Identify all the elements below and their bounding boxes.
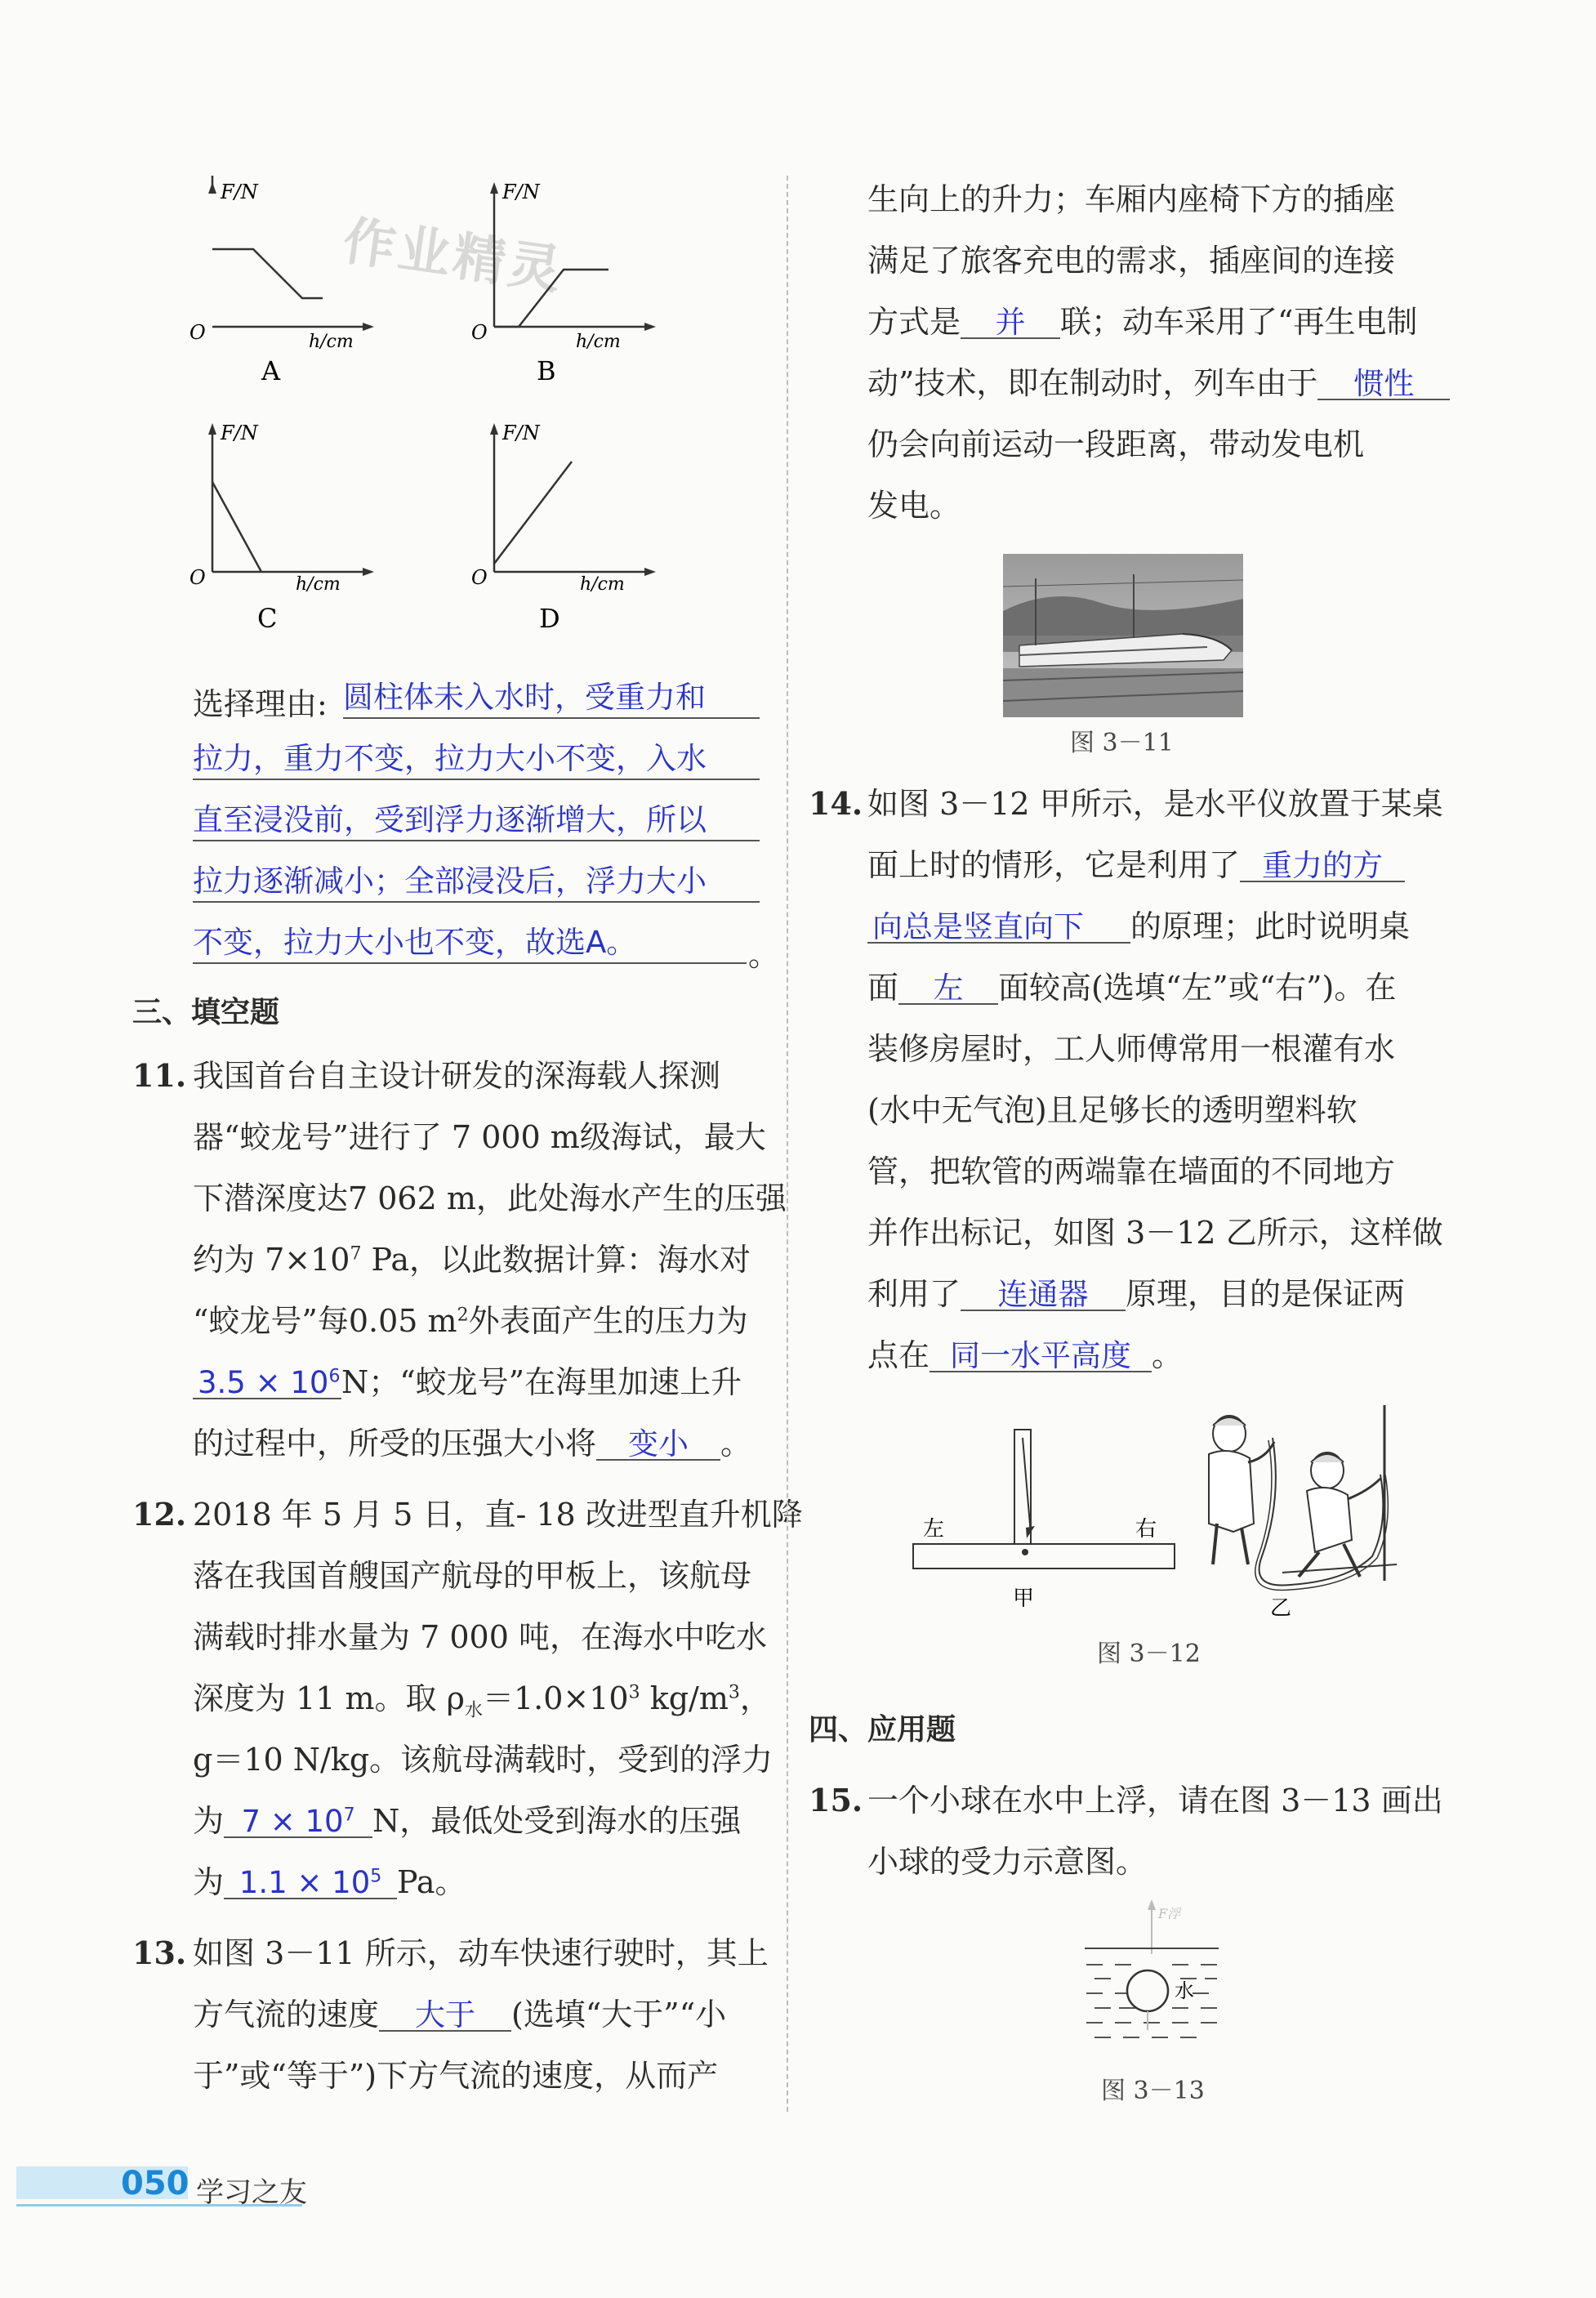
graph-d-yaxis: F/N (502, 422, 540, 444)
graph-a (180, 176, 384, 388)
q13-right-line-3a: 方式是 (867, 304, 961, 340)
q14-line-6: (水中无气泡)且足够长的透明塑料软 (867, 1092, 1357, 1128)
q13-line-2a: 方气流的速度 (193, 1997, 380, 2033)
graph-b-option: B (537, 355, 556, 386)
q12-answer-2-base: 1.1 × 10 (239, 1865, 371, 1900)
q12-line-5: g＝10 N/kg。该航母满载时，受到的浮力 (193, 1742, 773, 1778)
q12-line-4b: ＝1.0×10 (482, 1680, 629, 1716)
graph-b (461, 176, 666, 388)
q12-line-3: 满载时排水量为 7 000 吨，在海水中吃水 (193, 1619, 767, 1655)
q14-line-4b: 面较高(选填“左”或“右”)。在 (998, 970, 1397, 1006)
q10-end-mark: 。 (748, 937, 780, 973)
q13-answer-2[interactable]: 并 (961, 307, 1060, 339)
graph-a-yaxis: F/N (221, 181, 258, 203)
fig-3-11-caption: 图 3－11 (1070, 729, 1174, 757)
section-4-title: 四、应用题 (809, 1713, 956, 1747)
q12-line-4-sup: 3 (628, 1682, 640, 1703)
q12-answer-2[interactable] (224, 1867, 397, 1899)
q10-reason-label: 选择理由: (193, 686, 328, 722)
graph-d-xaxis: h/cm (580, 574, 625, 595)
q10-reason-line-3: 直至浸没前，受到浮力逐渐增大，所以 (193, 805, 760, 841)
q12-line-2: 落在我国首艘国产航母的甲板上，该航母 (193, 1558, 752, 1594)
q12-line-4a: 深度为 11 m。取 ρ (193, 1680, 465, 1716)
page-number: 050 (121, 2165, 189, 2202)
q15-number: 15. (809, 1782, 863, 1818)
q14-line-10 (867, 1337, 1184, 1373)
q12-line-4d: ， (739, 1680, 771, 1716)
q12-line-7b: Pa。 (397, 1864, 466, 1900)
q12-line-6a: 为 (193, 1803, 225, 1839)
q13-right-line-6: 发电。 (867, 488, 961, 524)
ball-in-water-diagram (1070, 1895, 1233, 2075)
q14-line-3 (867, 908, 1411, 944)
level-left-label: 左 (923, 1517, 945, 1542)
q11-line-6 (193, 1364, 742, 1400)
graph-d-origin: O (471, 566, 488, 589)
q14-answer-3[interactable]: 连通器 (961, 1279, 1126, 1311)
q14-answer-1a[interactable]: 重力的方 (1240, 850, 1405, 882)
q11-line-7 (193, 1428, 751, 1461)
q13-right-line-2: 满足了旅客充电的需求，插座间的连接 (867, 243, 1396, 279)
q14-number: 14. (809, 785, 863, 822)
q14-line-5: 装修房屋时，工人师傅常用一根灌有水 (867, 1031, 1396, 1067)
q12-line-4c: kg/m (640, 1680, 729, 1716)
fig-jia-label: 甲 (1013, 1586, 1035, 1609)
q12-line-6 (193, 1805, 741, 1838)
q12-line-7a: 为 (193, 1864, 225, 1900)
q13-line-2 (193, 1999, 726, 2032)
q11-line-4-sup: 7 (350, 1243, 362, 1265)
graph-b-origin: O (471, 321, 488, 344)
graph-a-xaxis: h/cm (309, 332, 354, 352)
train-photo (1003, 554, 1243, 717)
fig-yi-label: 乙 (1270, 1596, 1292, 1621)
q14-line-9a: 利用了 (867, 1276, 961, 1312)
graph-d (461, 417, 666, 637)
graph-c-option: C (257, 603, 278, 634)
q11-line-7a: 的过程中，所受的压强大小将 (193, 1426, 597, 1461)
q11-line-4b: Pa，以此数据计算：海水对 (361, 1242, 751, 1278)
graph-c-yaxis: F/N (221, 422, 258, 444)
q12-line-4-sub: 水 (464, 1700, 483, 1721)
q14-line-2a: 面上时的情形，它是利用了 (867, 847, 1241, 883)
q11-answer-1-sup: 6 (328, 1366, 341, 1387)
q14-line-1: 如图 3－12 甲所示，是水平仪放置于某桌 (867, 786, 1443, 822)
q11-line-4 (193, 1242, 751, 1278)
q11-line-5-sup: 2 (457, 1305, 469, 1326)
q13-number: 13. (132, 1934, 187, 1971)
buoyant-force-label: F浮 (1158, 1906, 1181, 1921)
graph-a-origin: O (189, 321, 206, 344)
graph-b-xaxis: h/cm (576, 332, 621, 352)
q14-line-4a: 面 (867, 970, 899, 1006)
q13-right-line-4a: 动”技术，即在制动时，列车由于 (867, 365, 1318, 401)
graph-c (180, 417, 384, 637)
q13-right-line-4 (867, 365, 1450, 401)
q14-line-2 (867, 847, 1405, 883)
q11-line-3: 下潜深度达7 062 m，此处海水产生的压强 (193, 1180, 787, 1216)
q11-answer-2[interactable]: 变小 (596, 1429, 720, 1461)
q11-line-1: 我国首台自主设计研发的深海载人探测 (193, 1058, 721, 1094)
q12-answer-1-base: 7 × 10 (241, 1804, 344, 1839)
water-label: 水 (1175, 1979, 1194, 2002)
footer-book-title: 学习之友 (196, 2176, 307, 2209)
q14-line-9 (867, 1278, 1405, 1311)
q11-number: 11. (132, 1057, 187, 1094)
graph-c-xaxis: h/cm (296, 574, 341, 595)
q12-answer-1-sup: 7 (343, 1805, 355, 1826)
q11-line-2: 器“蛟龙号”进行了 7 000 m级海试，最大 (193, 1119, 766, 1155)
q14-line-10a: 点在 (867, 1337, 930, 1373)
q12-answer-2-sup: 5 (370, 1866, 382, 1887)
q10-reason-line-4: 拉力逐渐减小；全部浸没后，浮力大小 (193, 866, 760, 903)
q14-line-9b: 原理，目的是保证两 (1126, 1276, 1406, 1312)
column-divider (787, 176, 788, 2112)
q14-line-3b: 的原理；此时说明桌 (1130, 908, 1411, 944)
watermark: 作业精灵 (339, 211, 568, 302)
q11-answer-1-base: 3.5 × 10 (198, 1365, 329, 1400)
q13-line-3: 于”或“等于”)下方气流的速度，从而产 (193, 2058, 719, 2094)
q10-reason-line-2: 拉力，重力不变，拉力大小不变，入水 (193, 743, 760, 780)
graph-c-origin: O (189, 566, 206, 589)
fig-3-12-caption: 图 3－12 (1097, 1640, 1201, 1668)
level-diagram (907, 1421, 1184, 1609)
q14-answer-1b[interactable]: 向总是竖直向下 (867, 912, 1130, 944)
q12-number: 12. (132, 1496, 187, 1533)
q12-line-6b: N，最低处受到海水的压强 (372, 1803, 742, 1839)
fig-3-13-caption: 图 3－13 (1101, 2077, 1205, 2105)
q14-line-8: 并作出标记，如图 3－12 乙所示，这样做 (867, 1215, 1443, 1251)
q10-reason-line-5: 不变，拉力大小也不变，故选A。 (193, 927, 747, 964)
q11-line-6b: N；“蛟龙号”在海里加速上升 (341, 1364, 742, 1400)
q11-line-7b: 。 (720, 1426, 752, 1461)
q13-line-1: 如图 3－11 所示，动车快速行驶时，其上 (193, 1935, 769, 1971)
q15-line-1: 一个小球在水中上浮，请在图 3－13 画出 (867, 1783, 1443, 1818)
q15-line-2: 小球的受力示意图。 (867, 1844, 1148, 1880)
q13-answer-1[interactable]: 大于 (379, 2000, 511, 2032)
q11-answer-1[interactable] (193, 1365, 341, 1400)
q14-answer-4[interactable]: 同一水平高度 (930, 1341, 1152, 1372)
q12-answer-1[interactable] (224, 1806, 372, 1838)
q13-answer-3[interactable]: 惯性 (1317, 368, 1450, 400)
section-3-title: 三、填空题 (132, 996, 280, 1029)
q13-right-line-3b: 联；动车采用了“再生电制 (1060, 304, 1418, 340)
q13-right-line-3 (867, 306, 1417, 339)
workers-illustration (1184, 1401, 1405, 1622)
q14-line-4 (867, 972, 1396, 1005)
q13-right-line-1: 生向上的升力；车厢内座椅下方的插座 (867, 181, 1396, 217)
q11-line-5b: 外表面产生的压力为 (468, 1303, 748, 1339)
q14-answer-2[interactable]: 左 (898, 973, 998, 1005)
q10-reason-line-1: 圆柱体未入水时，受重力和 (343, 682, 760, 719)
q12-line-1: 2018 年 5 月 5 日，直- 18 改进型直升机降 (193, 1497, 803, 1533)
q14-line-7: 管，把软管的两端靠在墙面的不同地方 (867, 1153, 1396, 1189)
q12-line-4 (193, 1680, 771, 1721)
q12-line-7 (193, 1864, 466, 1900)
q11-line-5 (193, 1303, 748, 1339)
q13-right-line-5: 仍会向前运动一段距离，带动发电机 (867, 426, 1365, 462)
graph-b-yaxis: F/N (502, 181, 540, 203)
graph-a-option: A (261, 355, 281, 386)
q13-line-2b: (选填“大于”“小 (511, 1997, 727, 2033)
q14-line-10b: 。 (1152, 1337, 1184, 1373)
graph-d-option: D (539, 603, 560, 634)
level-right-label: 右 (1135, 1517, 1157, 1542)
q11-line-5a: “蛟龙号”每0.05 m (193, 1303, 457, 1339)
q11-line-4a: 约为 7×10 (193, 1242, 350, 1278)
q12-line-4-sup2: 3 (728, 1682, 740, 1703)
